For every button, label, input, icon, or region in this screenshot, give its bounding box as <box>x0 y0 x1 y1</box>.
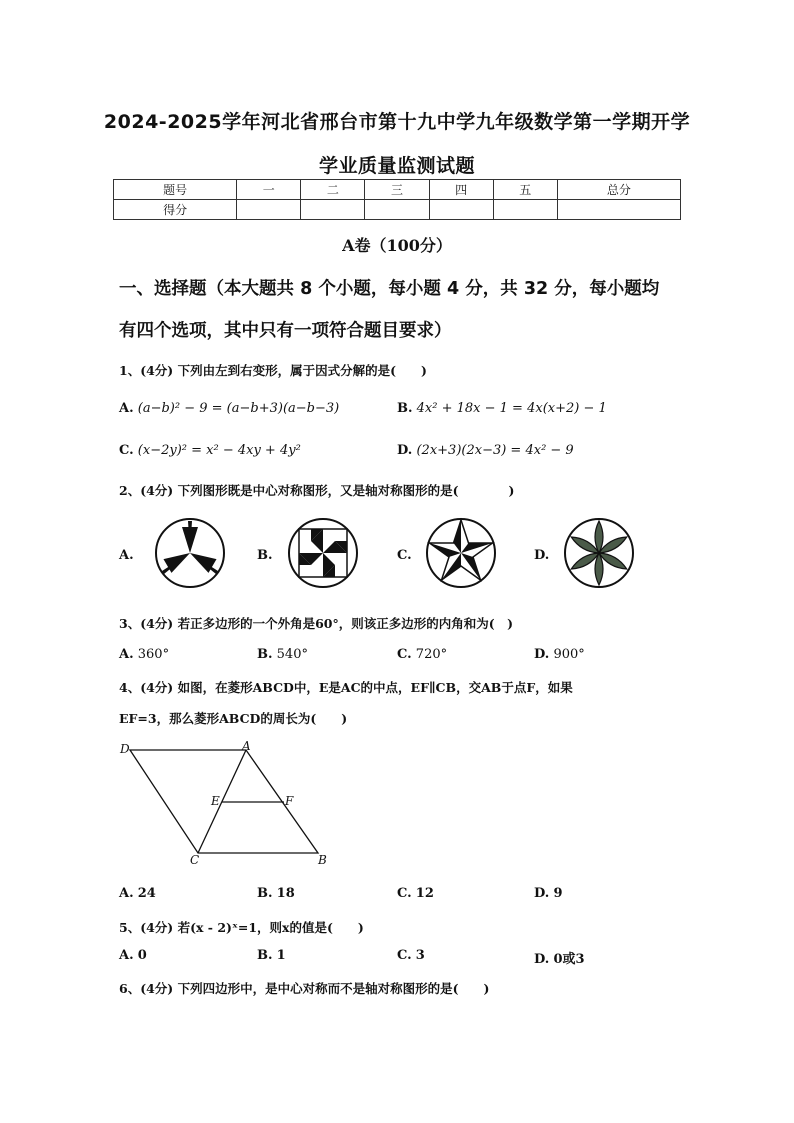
question-4-stem: 4、(4分) 如图，在菱形ABCD中，E是AC的中点，EF∥CB，交AB于点F，如果 <box>119 680 573 695</box>
point-label-b: B <box>318 853 327 867</box>
q5-option-c <box>397 948 425 963</box>
q3-option-a <box>119 647 169 662</box>
option-label: A. <box>119 886 134 901</box>
q5-option-b <box>257 948 286 963</box>
option-text: (a−b)² − 9 = (a−b+3)(a−b−3) <box>137 401 340 416</box>
score-cell: 题号 <box>114 180 237 200</box>
option-text: 18 <box>276 886 295 901</box>
score-table-score-row <box>114 200 681 220</box>
option-label: D. <box>534 647 550 662</box>
score-cell: 二 <box>301 180 365 200</box>
question-4-stem-line2: EF=3，那么菱形ABCD的周长为( ) <box>119 711 348 726</box>
point-label-e: E <box>211 794 220 808</box>
question-1-stem: 1、(4分) 下列由左到右变形，属于因式分解的是( ) <box>119 363 427 378</box>
part1-heading-line2: 有四个选项，其中只有一项符合题目要求） <box>119 321 452 341</box>
q1-option-a <box>119 401 339 416</box>
option-label: D. <box>534 952 550 967</box>
q1-option-b <box>397 401 607 416</box>
question-6-stem: 6、(4分) 下列四边形中，是中心对称而不是轴对称图形的是( ) <box>119 981 490 996</box>
option-text: 4x² + 18x − 1 = 4x(x+2) − 1 <box>416 401 607 416</box>
q5-option-d <box>534 948 585 967</box>
option-text: 24 <box>137 886 156 901</box>
option-text: (x−2y)² = x² − 4xy + 4y² <box>137 443 301 458</box>
option-label: B. <box>397 401 413 416</box>
option-label: C. <box>397 647 412 662</box>
option-label: B. <box>257 948 273 963</box>
option-label: A. <box>119 948 134 963</box>
q3-option-d <box>534 647 585 662</box>
option-text: (2x+3)(2x−3) = 4x² − 9 <box>416 443 574 458</box>
q1-option-c <box>119 443 301 458</box>
option-label: C. <box>397 948 412 963</box>
score-cell: 四 <box>429 180 493 200</box>
score-input-cell <box>237 200 301 220</box>
score-input-cell <box>429 200 493 220</box>
option-label: A. <box>119 647 134 662</box>
q2-option-d-label: D. <box>534 548 550 563</box>
option-text: 540° <box>276 647 308 662</box>
score-input-cell <box>557 200 680 220</box>
option-label: B. <box>257 647 273 662</box>
q4-option-a <box>119 886 156 901</box>
option-text: 9 <box>553 886 563 901</box>
star-figure-icon <box>425 517 497 589</box>
option-text: 0 <box>137 948 147 963</box>
point-label-f: F <box>285 794 294 808</box>
option-label: D. <box>397 443 413 458</box>
score-table-header-row <box>114 180 681 200</box>
question-3-stem: 3、(4分) 若正多边形的一个外角是60°，则该正多边形的内角和为( ) <box>119 616 514 631</box>
document-title-line2: 学业质量监测试题 <box>318 155 475 177</box>
score-cell: 五 <box>493 180 557 200</box>
point-label-d: D <box>120 742 130 756</box>
option-label: A. <box>119 401 134 416</box>
score-cell: 三 <box>365 180 429 200</box>
q2-option-c-label: C. <box>397 548 412 563</box>
option-text: 360° <box>137 647 170 662</box>
score-table <box>113 179 681 220</box>
option-label: B. <box>257 886 273 901</box>
score-cell: 一 <box>237 180 301 200</box>
option-text: 1 <box>276 948 286 963</box>
option-label: C. <box>397 886 412 901</box>
score-input-cell <box>493 200 557 220</box>
pinwheel-figure-icon <box>287 517 359 589</box>
option-text: 720° <box>415 647 448 662</box>
q4-option-c <box>397 886 434 901</box>
part1-heading-line1: 一、选择题（本大题共 8 个小题，每小题 4 分，共 32 分，每小题均 <box>119 279 660 299</box>
option-text: 12 <box>415 886 434 901</box>
q3-option-c <box>397 647 447 662</box>
question-2-stem: 2、(4分) 下列图形既是中心对称图形，又是轴对称图形的是( ) <box>119 483 515 498</box>
q3-option-b <box>257 647 308 662</box>
option-text: 0或3 <box>553 952 585 967</box>
option-label: C. <box>119 443 134 458</box>
q5-option-a <box>119 948 147 963</box>
q2-option-b-label: B. <box>257 548 273 563</box>
rhombus-figure <box>118 740 338 868</box>
option-label: D. <box>534 886 550 901</box>
six-petal-flower-icon <box>563 517 635 589</box>
score-input-cell <box>301 200 365 220</box>
q1-option-d <box>397 443 574 458</box>
point-label-a: A <box>242 739 251 753</box>
score-input-cell <box>365 200 429 220</box>
point-label-c: C <box>190 853 200 867</box>
option-text: 900° <box>553 647 585 662</box>
option-text: 3 <box>415 948 425 963</box>
document-title-line1: 2024-2025学年河北省邢台市第十九中学九年级数学第一学期开学 <box>103 111 691 133</box>
score-cell: 得分 <box>114 200 237 220</box>
q4-option-b <box>257 886 295 901</box>
tri-arm-figure-icon <box>154 517 226 589</box>
section-a-title: A卷（100分） <box>342 236 452 255</box>
question-5-stem: 5、(4分) 若(x - 2)ˣ=1，则x的值是( ) <box>119 920 364 935</box>
q2-option-a-label: A. <box>119 548 134 563</box>
q4-option-d <box>534 886 563 901</box>
score-cell: 总分 <box>557 180 680 200</box>
